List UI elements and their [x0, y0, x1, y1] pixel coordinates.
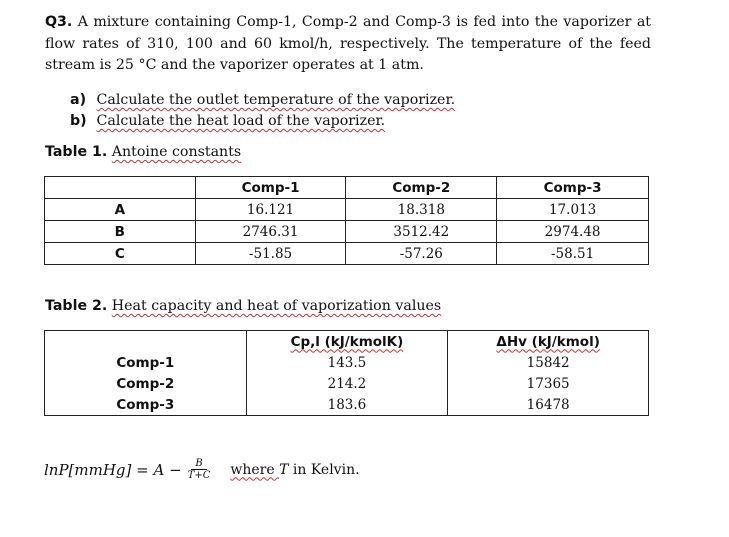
table-row	[45, 352, 649, 373]
table-header-cell	[45, 331, 247, 353]
table-row	[45, 373, 649, 394]
table-row	[45, 243, 649, 265]
equation-variable: T	[279, 461, 289, 478]
row-label: C	[45, 243, 196, 265]
equation-note	[230, 462, 359, 478]
question-label: Q3.	[45, 14, 73, 30]
table-cell: 18.318	[346, 199, 497, 221]
table-cell: 2974.48	[497, 221, 649, 243]
table-row	[45, 221, 649, 243]
table-cell: -58.51	[497, 243, 649, 265]
row-label: Comp-1	[45, 352, 247, 373]
table-cell: 2746.31	[195, 221, 346, 243]
row-label: Comp-3	[45, 394, 247, 416]
table-cell: 17.013	[497, 199, 649, 221]
row-label: B	[45, 221, 196, 243]
table-row	[45, 199, 649, 221]
table-cell: 3512.42	[346, 221, 497, 243]
antoine-equation	[44, 458, 360, 481]
table-header-cell	[45, 177, 196, 199]
table-header-row	[45, 331, 649, 353]
table-header-cell: Comp-2	[346, 177, 497, 199]
antoine-table	[44, 176, 649, 265]
table-cell: 183.6	[246, 394, 448, 416]
table-cell: 214.2	[246, 373, 448, 394]
table2-caption	[45, 298, 441, 314]
part-b-text: Calculate the heat load of the vaporizer.	[96, 113, 386, 129]
table-row	[45, 394, 649, 416]
table-header-cell: ΔHv (kJ/kmol)	[448, 331, 649, 353]
table-cell: 143.5	[246, 352, 448, 373]
equation-denominator: T+C	[187, 470, 211, 481]
table1-caption-number: Table 1.	[45, 144, 108, 160]
equation-numerator: B	[191, 458, 206, 470]
part-b	[70, 111, 455, 132]
table1-caption	[45, 144, 241, 160]
table-cell: 16.121	[195, 199, 346, 221]
question-body: A mixture containing Comp-1, Comp-2 and Comp-3 is fed into the vaporizer at flow rates of 310, 100 and 60 kmol/h, respectively. The temperature of the feed stream is 25 °C and the vaporizer operates at 1 atm.	[45, 14, 651, 73]
table-cell: 17365	[448, 373, 649, 394]
heat-capacity-table	[44, 330, 649, 416]
table-cell: 15842	[448, 352, 649, 373]
equation-where-word: where	[230, 461, 280, 478]
equation-fraction	[188, 458, 211, 481]
question-parts	[70, 90, 455, 132]
part-a-label: a)	[70, 92, 87, 108]
part-b-label: b)	[70, 113, 87, 129]
table-header-cell: Comp-3	[497, 177, 649, 199]
row-label: Comp-2	[45, 373, 247, 394]
equation-lhs: lnP[mmHg] = A −	[44, 460, 182, 479]
table2-caption-text: Heat capacity and heat of vaporization values	[111, 298, 442, 314]
equation-where-rest: in Kelvin.	[288, 461, 360, 478]
table-cell: 16478	[448, 394, 649, 416]
part-a	[70, 90, 455, 111]
row-label: A	[45, 199, 196, 221]
part-a-text: Calculate the outlet temperature of the vaporizer.	[96, 92, 456, 108]
table-header-row	[45, 177, 649, 199]
table-header-cell: Comp-1	[195, 177, 346, 199]
table-cell: -51.85	[195, 243, 346, 265]
question-text	[45, 12, 651, 77]
table-header-cell: Cp,l (kJ/kmolK)	[246, 331, 448, 353]
table-cell: -57.26	[346, 243, 497, 265]
table1-caption-text: Antoine constants	[111, 144, 242, 160]
table2-caption-number: Table 2.	[45, 298, 108, 314]
